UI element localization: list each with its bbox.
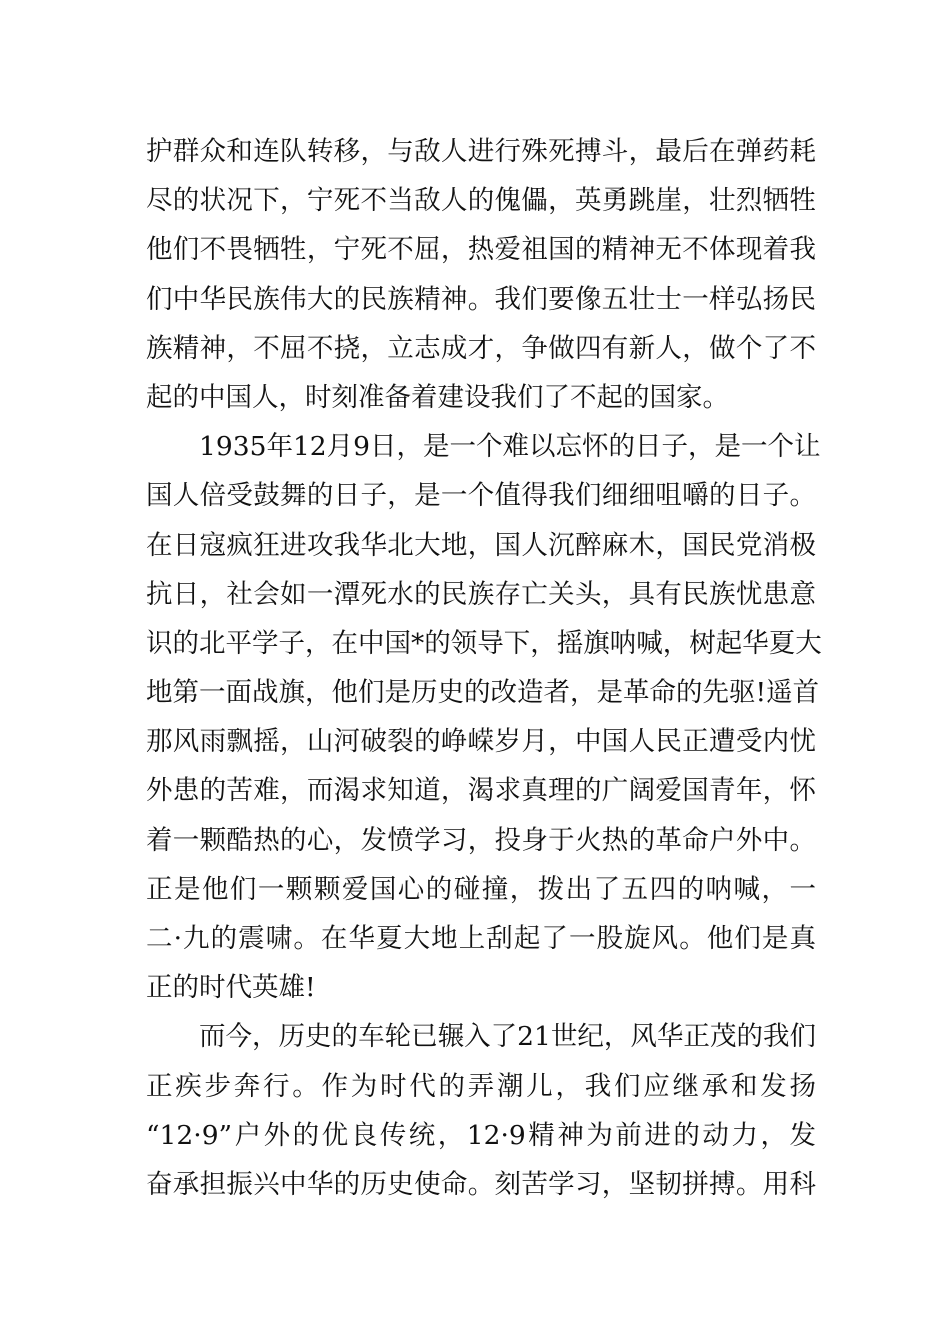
text-line: 正是他们一颗颗爱国心的碰撞，拨出了五四的呐喊，一 bbox=[146, 873, 816, 905]
paragraph-1 bbox=[146, 127, 816, 422]
paragraph-3 bbox=[146, 1012, 816, 1209]
text-line: 外患的苦难，而渴求知道，渴求真理的广阔爱国青年，怀 bbox=[146, 775, 816, 807]
text-line: 着一颗酷热的心，发愤学习，投身于火热的革命户外中。 bbox=[146, 824, 816, 856]
text-line: 尽的状况下，宁死不当敌人的傀儡，英勇跳崖，壮烈牺牲 bbox=[146, 185, 816, 217]
text-line: 国人倍受鼓舞的日子，是一个值得我们细细咀嚼的日子。 bbox=[146, 480, 816, 512]
text-line: “12·9”户外的优良传统，12·9精神为前进的动力，发 bbox=[146, 1119, 816, 1151]
paragraph-2 bbox=[146, 422, 822, 1012]
text-line: 抗日，社会如一潭死水的民族存亡关头，具有民族忧患意 bbox=[146, 578, 816, 610]
text-line: 那风雨飘摇，山河破裂的峥嵘岁月，中国人民正遭受内忧 bbox=[146, 726, 816, 758]
text-line: 地第一面战旗，他们是历史的改造者，是革命的先驱!遥首 bbox=[146, 677, 820, 709]
text-line: 正的时代英雄! bbox=[146, 972, 316, 1004]
text-line: 在日寇疯狂进攻我华北大地，国人沉醉麻木，国民党消极 bbox=[146, 529, 816, 561]
text-line: 1935年12月9日，是一个难以忘怀的日子，是一个让 bbox=[199, 431, 821, 463]
text-line: 而今，历史的车轮已辗入了21世纪，风华正茂的我们 bbox=[199, 1021, 816, 1053]
text-line: 奋承担振兴中华的历史使命。刻苦学习，坚韧拼搏。用科 bbox=[146, 1168, 816, 1200]
text-line: 他们不畏牺牲，宁死不屈，热爱祖国的精神无不体现着我 bbox=[146, 234, 816, 266]
text-line: 族精神，不屈不挠，立志成才，争做四有新人，做个了不 bbox=[146, 332, 816, 364]
text-line: 正疾步奔行。作为时代的弄潮儿，我们应继承和发扬 bbox=[146, 1070, 816, 1102]
text-line: 护群众和连队转移，与敌人进行殊死搏斗，最后在弹药耗 bbox=[146, 136, 816, 167]
text-line: 起的中国人，时刻准备着建设我们了不起的国家。 bbox=[146, 381, 729, 413]
document-body bbox=[146, 127, 822, 1209]
text-line: 们中华民族伟大的民族精神。我们要像五壮士一样弘扬民 bbox=[146, 283, 816, 315]
text-line: 二·九的震啸。在华夏大地上刮起了一股旋风。他们是真 bbox=[146, 923, 816, 954]
text-line: 识的北平学子，在中国*的领导下，摇旗呐喊，树起华夏大 bbox=[146, 627, 822, 659]
